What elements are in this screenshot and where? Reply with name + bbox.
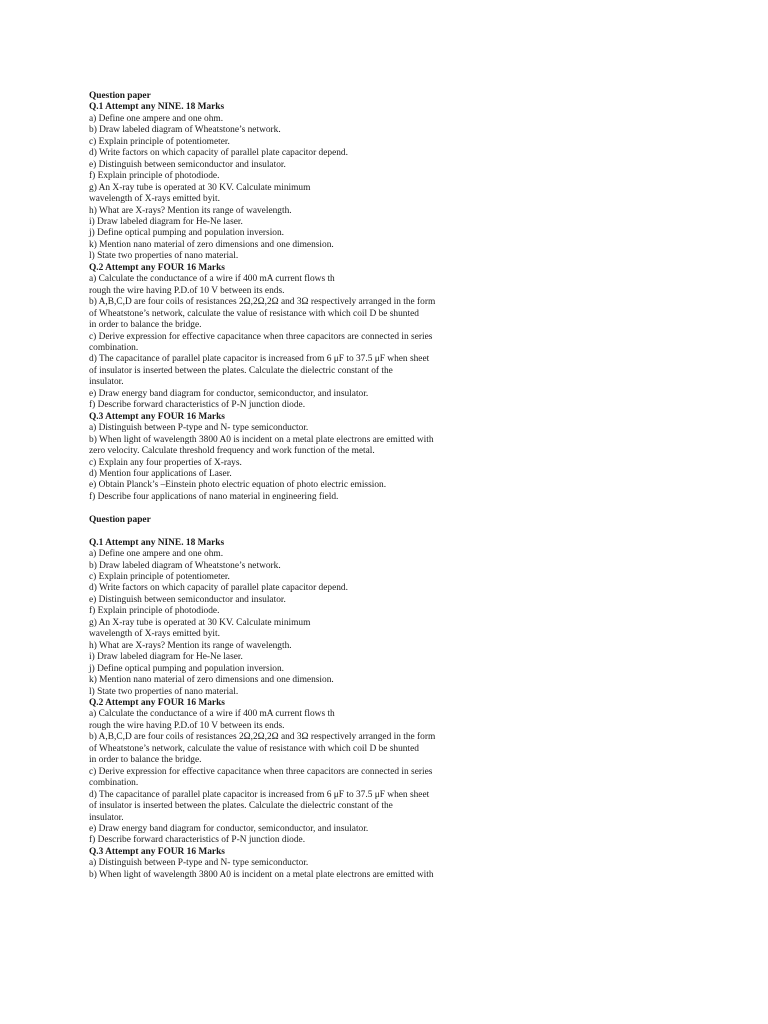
question-line: l) State two properties of nano material. bbox=[89, 686, 239, 697]
question-line: j) Define optical pumping and population inversion. bbox=[89, 663, 285, 674]
question-line: b) Draw labeled diagram of Wheatstone’s network. bbox=[89, 125, 281, 136]
question-line: f) Describe forward characteristics of P-N junction diode. bbox=[89, 835, 306, 846]
question-line: b) A,B,C,D are four coils of resistances 2Ω,2Ω,2Ω and 3Ω respectively arranged in the form bbox=[89, 297, 436, 308]
question-line: of insulator is inserted between the plates. Calculate the dielectric constant of the bbox=[89, 365, 393, 376]
question-line: rough the wire having P.D.of 10 V between its ends. bbox=[89, 720, 285, 731]
question-line: wavelength of X-rays emitted byit. bbox=[89, 629, 220, 640]
question-line: zero velocity. Calculate threshold frequency and work function of the metal. bbox=[89, 446, 375, 457]
question-line: g) An X-ray tube is operated at 30 KV. Calculate minimum bbox=[89, 617, 311, 628]
question-line: insulator. bbox=[89, 812, 124, 823]
question-heading: Q.3 Attempt any FOUR 16 Marks bbox=[89, 846, 225, 857]
question-line: combination. bbox=[89, 778, 139, 789]
question-line: e) Distinguish between semiconductor and insulator. bbox=[89, 159, 286, 170]
question-line: i) Draw labeled diagram for He-Ne laser. bbox=[89, 216, 243, 227]
question-line: c) Derive expression for effective capacitance when three capacitors are connected in series bbox=[89, 766, 433, 777]
question-line: b) When light of wavelength 3800 A0 is incident on a metal plate electrons are emitted with bbox=[89, 434, 434, 445]
question-line: c) Explain principle of potentiometer. bbox=[89, 136, 230, 147]
question-line: a) Define one ampere and one ohm. bbox=[89, 549, 224, 560]
question-line: c) Explain any four properties of X-rays. bbox=[89, 457, 242, 468]
question-line: h) What are X-rays? Mention its range of wavelength. bbox=[89, 640, 292, 651]
question-line: f) Explain principle of photodiode. bbox=[89, 171, 220, 182]
question-line: f) Explain principle of photodiode. bbox=[89, 606, 220, 617]
question-line: of Wheatstone’s network, calculate the value of resistance with which coil D be shunted bbox=[89, 308, 419, 319]
question-line: f) Describe four applications of nano material in engineering field. bbox=[89, 491, 339, 502]
question-line: c) Explain principle of potentiometer. bbox=[89, 572, 230, 582]
question-line: i) Draw labeled diagram for He-Ne laser. bbox=[89, 652, 243, 663]
question-line: in order to balance the bridge. bbox=[89, 755, 202, 766]
paper-body bbox=[89, 538, 489, 882]
question-line: d) Mention four applications of Laser. bbox=[89, 468, 232, 479]
question-line: c) Derive expression for effective capacitance when three capacitors are connected in series bbox=[89, 331, 433, 342]
question-paper-2 bbox=[89, 515, 489, 881]
question-heading: Q.2 Attempt any FOUR 16 Marks bbox=[89, 262, 225, 273]
question-line: d) The capacitance of parallel plate capacitor is increased from 6 μF to 37.5 μF when sheet bbox=[89, 354, 430, 365]
question-line: e) Draw energy band diagram for conductor, semiconductor, and insulator. bbox=[89, 388, 369, 399]
question-line: b) When light of wavelength 3800 A0 is incident on a metal plate electrons are emitted with bbox=[89, 869, 434, 880]
question-heading: Q.1 Attempt any NINE. 18 Marks bbox=[89, 537, 225, 548]
question-heading: Q.1 Attempt any NINE. 18 Marks bbox=[89, 102, 225, 113]
question-line: a) Distinguish between P-type and N- type semiconductor. bbox=[89, 858, 309, 869]
question-line: of insulator is inserted between the plates. Calculate the dielectric constant of the bbox=[89, 801, 393, 812]
question-line: e) Obtain Planck’s –Einstein photo electric equation of photo electric emission. bbox=[89, 480, 387, 491]
question-line: e) Draw energy band diagram for conductor, semiconductor, and insulator. bbox=[89, 823, 369, 834]
question-heading: Q.3 Attempt any FOUR 16 Marks bbox=[89, 411, 225, 422]
paper-title: Question paper bbox=[89, 91, 151, 101]
question-paper-1 bbox=[89, 91, 489, 503]
question-line: insulator. bbox=[89, 377, 124, 388]
question-line: f) Describe forward characteristics of P-N junction diode. bbox=[89, 400, 306, 411]
question-line: of Wheatstone’s network, calculate the value of resistance with which coil D be shunted bbox=[89, 743, 419, 754]
question-line: k) Mention nano material of zero dimensions and one dimension. bbox=[89, 675, 334, 686]
paper-body bbox=[89, 102, 489, 503]
question-line: in order to balance the bridge. bbox=[89, 320, 202, 331]
question-line: a) Calculate the conductance of a wire if 400 mA current flows th bbox=[89, 274, 335, 285]
title-gap bbox=[89, 526, 489, 537]
document-page bbox=[89, 91, 489, 881]
question-line: b) A,B,C,D are four coils of resistances 2Ω,2Ω,2Ω and 3Ω respectively arranged in the form bbox=[89, 732, 436, 743]
section-gap bbox=[89, 503, 489, 514]
question-line: e) Distinguish between semiconductor and insulator. bbox=[89, 594, 286, 605]
question-line: g) An X-ray tube is operated at 30 KV. Calculate minimum bbox=[89, 182, 311, 193]
question-line: combination. bbox=[89, 342, 139, 353]
paper-title: Question paper bbox=[89, 514, 151, 525]
question-line: d) Write factors on which capacity of parallel plate capacitor depend. bbox=[89, 148, 348, 159]
question-line: l) State two properties of nano material. bbox=[89, 251, 239, 262]
question-line: b) Draw labeled diagram of Wheatstone’s network. bbox=[89, 560, 281, 571]
question-line: a) Define one ampere and one ohm. bbox=[89, 113, 224, 124]
question-line: a) Distinguish between P-type and N- type semiconductor. bbox=[89, 423, 309, 434]
question-line: j) Define optical pumping and population inversion. bbox=[89, 228, 285, 239]
question-line: d) The capacitance of parallel plate capacitor is increased from 6 μF to 37.5 μF when sheet bbox=[89, 789, 430, 800]
question-line: k) Mention nano material of zero dimensions and one dimension. bbox=[89, 239, 334, 250]
question-line: h) What are X-rays? Mention its range of wavelength. bbox=[89, 205, 292, 216]
question-line: rough the wire having P.D.of 10 V between its ends. bbox=[89, 285, 285, 296]
question-line: wavelength of X-rays emitted byit. bbox=[89, 194, 220, 205]
question-heading: Q.2 Attempt any FOUR 16 Marks bbox=[89, 697, 225, 708]
question-line: a) Calculate the conductance of a wire if 400 mA current flows th bbox=[89, 709, 335, 720]
question-line: d) Write factors on which capacity of parallel plate capacitor depend. bbox=[89, 583, 348, 594]
